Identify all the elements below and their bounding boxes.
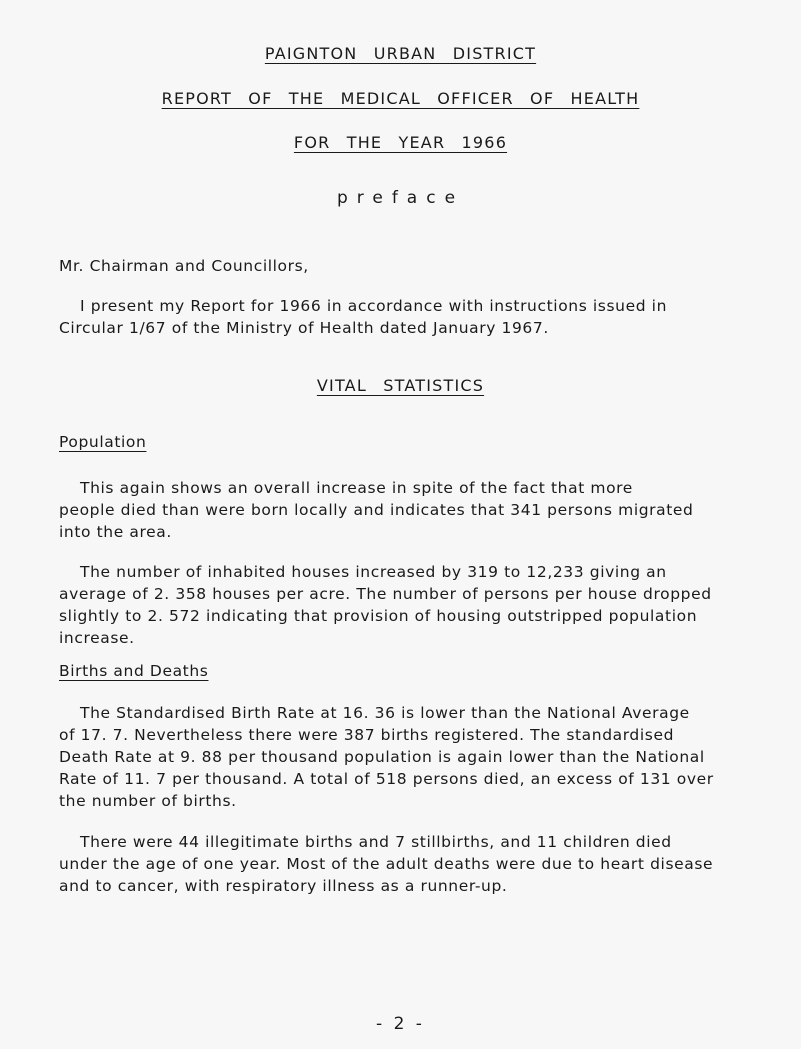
text-line: The Standardised Birth Rate at 16. 36 is lower than the National Average: [80, 704, 690, 722]
text-line: average of 2. 358 houses per acre. The number of persons per house dropped: [59, 585, 712, 603]
district-heading: PAIGNTON URBAN DISTRICT: [264, 44, 537, 63]
text-line: Rate of 11. 7 per thousand. A total of 518 persons died, an excess of 131 over: [59, 770, 714, 788]
text-line: This again shows an overall increase in spite of the fact that more: [80, 479, 633, 497]
text-line: increase.: [59, 629, 135, 647]
population-paragraph-2: [59, 561, 749, 649]
salutation: Mr. Chairman and Councillors,: [59, 257, 309, 275]
section-title: VITAL STATISTICS: [316, 376, 485, 395]
text-line: people died than were born locally and indicates that 341 persons migrated: [59, 501, 694, 519]
text-line: into the area.: [59, 523, 172, 541]
births-deaths-paragraph-1: [59, 702, 749, 812]
text-line: under the age of one year. Most of the adult deaths were due to heart disease: [59, 855, 714, 873]
report-title: REPORT OF THE MEDICAL OFFICER OF HEALTH: [161, 89, 640, 108]
text-line: and to cancer, with respiratory illness as a runner-up.: [59, 877, 508, 895]
text-line: Death Rate at 9. 88 per thousand population is again lower than the National: [59, 748, 705, 766]
births-deaths-heading: Births and Deaths: [59, 662, 209, 680]
text-line: Circular 1/67 of the Ministry of Health dated January 1967.: [59, 319, 549, 337]
text-line: The number of inhabited houses increased by 319 to 12,233 giving an: [80, 563, 667, 581]
year-heading: FOR THE YEAR 1966: [293, 133, 508, 152]
page-number: - 2 -: [376, 1014, 425, 1034]
population-paragraph-1: [59, 477, 749, 543]
preface-heading: preface: [336, 188, 465, 208]
text-line: There were 44 illegitimate births and 7 stillbirths, and 11 children died: [80, 833, 672, 851]
text-line: I present my Report for 1966 in accordance with instructions issued in: [80, 297, 668, 315]
text-line: the number of births.: [59, 792, 237, 810]
population-heading: Population: [59, 433, 147, 451]
text-line: of 17. 7. Nevertheless there were 387 births registered. The standardised: [59, 726, 675, 744]
text-line: slightly to 2. 572 indicating that provision of housing outstripped population: [59, 607, 698, 625]
intro-paragraph: [59, 295, 749, 339]
births-deaths-paragraph-2: [59, 831, 749, 897]
